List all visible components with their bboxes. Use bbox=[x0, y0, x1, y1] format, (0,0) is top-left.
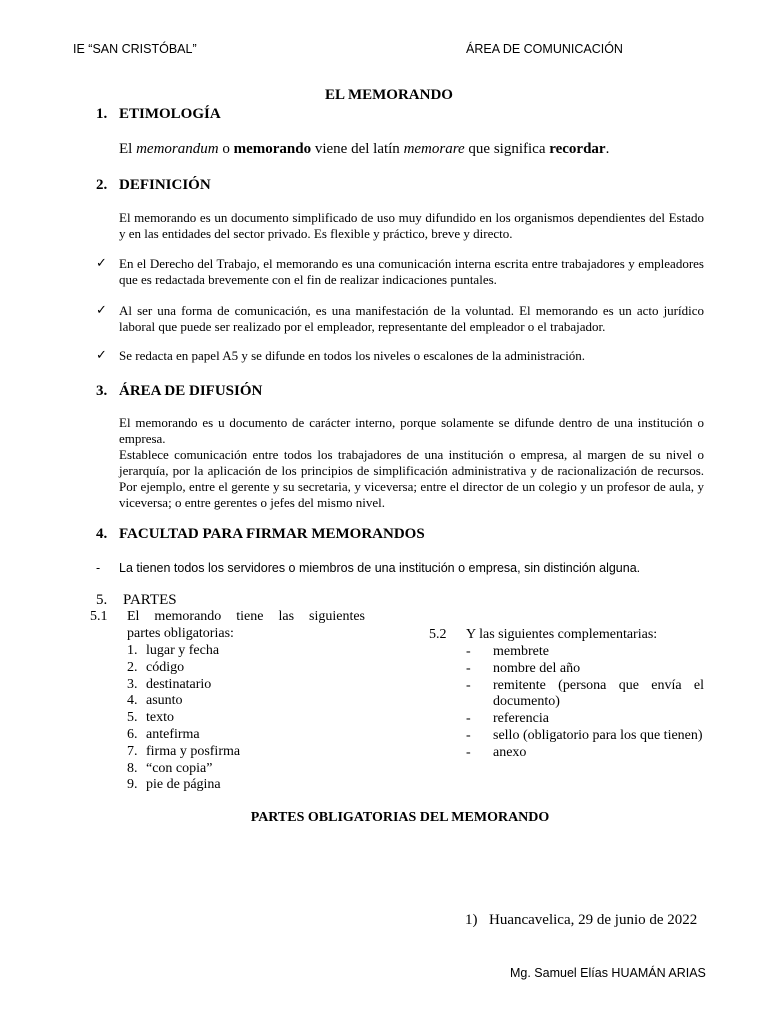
section-1-number: 1. bbox=[96, 106, 108, 122]
dash-icon: - bbox=[96, 561, 101, 575]
obligatory-parts-list bbox=[127, 643, 387, 794]
list-item-text: pie de página bbox=[146, 777, 221, 793]
list-item-text: sello (obligatorio para los que tienen) bbox=[493, 727, 703, 743]
subsection-5-2-intro: Y las siguientes complementarias: bbox=[466, 627, 658, 642]
complementary-part-item bbox=[466, 728, 704, 745]
complementary-part-item bbox=[466, 711, 704, 728]
list-item-text: texto bbox=[146, 710, 174, 726]
complementary-part-item bbox=[466, 678, 704, 712]
obligatory-part-item bbox=[127, 693, 387, 710]
definition-bullet-2: Al ser una forma de comunicación, es una manifestación de la voluntad. El memorando es un acto jurídico laboral que puede ser realizado por el empleador, representante del empleador o el trabajador. bbox=[119, 303, 704, 334]
definition-bullet-3: Se redacta en papel A5 y se difunde en todos los niveles o escalones de la administración. bbox=[119, 348, 586, 363]
list-item-text: referencia bbox=[493, 711, 549, 727]
dash-icon: - bbox=[466, 660, 471, 676]
obligatory-part-item bbox=[127, 744, 387, 761]
check-icon: ✓ bbox=[96, 255, 107, 270]
list-item-text: firma y posfirma bbox=[146, 743, 241, 759]
list-item-text: lugar y fecha bbox=[146, 643, 220, 658]
section-2-heading: DEFINICIÓN bbox=[119, 177, 211, 193]
list-item-text: nombre del año bbox=[493, 660, 581, 676]
list-number: 8. bbox=[127, 760, 138, 776]
section-3-number: 3. bbox=[96, 383, 108, 399]
diffusion-paragraph-1: El memorando es u documento de carácter interno, porque solamente se difunde dentro de una institución o empresa. bbox=[119, 415, 704, 446]
date-line: Huancavelica, 29 de junio de 2022 bbox=[489, 912, 698, 928]
check-icon: ✓ bbox=[96, 302, 107, 317]
etymology-text: El memorandum o memorando viene del latín memorare que significa recordar. bbox=[119, 141, 610, 157]
obligatory-part-item bbox=[127, 660, 387, 677]
list-item-text: membrete bbox=[493, 644, 549, 659]
complementary-part-item bbox=[466, 745, 704, 762]
dash-icon: - bbox=[466, 677, 471, 693]
dash-icon: - bbox=[466, 644, 471, 659]
header-area: ÁREA DE COMUNICACIÓN bbox=[466, 42, 623, 56]
section-2-number: 2. bbox=[96, 177, 108, 193]
obligatory-part-item bbox=[127, 777, 387, 794]
complementary-part-item bbox=[466, 661, 704, 678]
list-item-text: código bbox=[146, 659, 185, 675]
obligatory-part-item bbox=[127, 677, 387, 694]
footer-author: Mg. Samuel Elías HUAMÁN ARIAS bbox=[510, 966, 706, 980]
obligatory-part-item bbox=[127, 727, 387, 744]
list-number: 3. bbox=[127, 676, 138, 692]
section-1-heading: ETIMOLOGÍA bbox=[119, 106, 221, 122]
list-item-text: destinatario bbox=[146, 676, 212, 692]
complementary-parts-list bbox=[466, 644, 704, 762]
complementary-part-item bbox=[466, 644, 704, 661]
subsection-5-1-number: 5.1 bbox=[90, 609, 108, 624]
list-item-text: “con copia” bbox=[146, 760, 213, 776]
definition-paragraph: El memorando es un documento simplificado de uso muy difundido en los organismos dependientes del Estado y en las entidades del sector privado. Es flexible y práctico, breve y directo. bbox=[119, 210, 704, 241]
definition-bullet-1: En el Derecho del Trabajo, el memorando es una comunicación interna escrita entre trabajadores y empleadores que es redactada brevemente con el fin de realizar indicaciones puntales. bbox=[119, 256, 704, 287]
date-line-number: 1) bbox=[465, 912, 478, 928]
list-number: 9. bbox=[127, 777, 138, 793]
subsection-5-2-number: 5.2 bbox=[429, 627, 447, 642]
dash-icon: - bbox=[466, 727, 471, 743]
list-item-text: anexo bbox=[493, 744, 527, 760]
section-4-number: 4. bbox=[96, 526, 108, 542]
list-number: 5. bbox=[127, 710, 138, 726]
section-5-heading: PARTES bbox=[123, 592, 177, 608]
obligatory-part-item bbox=[127, 710, 387, 727]
dash-icon: - bbox=[466, 711, 471, 727]
obligatory-part-item bbox=[127, 643, 387, 660]
list-number: 6. bbox=[127, 726, 138, 742]
list-item-text: antefirma bbox=[146, 726, 200, 742]
page-title: EL MEMORANDO bbox=[325, 87, 453, 103]
list-number: 1. bbox=[127, 643, 138, 658]
check-icon: ✓ bbox=[96, 347, 107, 362]
list-number: 2. bbox=[127, 659, 138, 675]
list-item-text: remitente (persona que envía el documento) bbox=[493, 677, 704, 710]
list-number: 7. bbox=[127, 743, 138, 759]
diffusion-paragraph-2: Establece comunicación entre todos los trabajadores de una institución o empresa, al margen de su nivel o jerarquía, por la aplicación de los principios de simplificación administrativa y de racionalización de recursos. Por ejemplo, entre el gerente y su secretaria, y viceversa; entre el director de un colegio y un profesor de aula, y viceversa; o entre gerentes o jefes del mismo nivel. bbox=[119, 447, 704, 510]
section-4-heading: FACULTAD PARA FIRMAR MEMORANDOS bbox=[119, 526, 425, 542]
list-item-text: asunto bbox=[146, 693, 183, 709]
subsection-5-1-line2: partes obligatorias: bbox=[127, 626, 234, 641]
section-5-number: 5. bbox=[96, 592, 108, 608]
obligatory-part-item bbox=[127, 761, 387, 778]
header-school: IE “SAN CRISTÓBAL” bbox=[73, 42, 197, 56]
signing-item: La tienen todos los servidores o miembros de una institución o empresa, sin distinción alguna. bbox=[119, 561, 641, 575]
section-subtitle: PARTES OBLIGATORIAS DEL MEMORANDO bbox=[250, 810, 550, 825]
dash-icon: - bbox=[466, 744, 471, 760]
section-3-heading: ÁREA DE DIFUSIÓN bbox=[119, 383, 263, 399]
list-number: 4. bbox=[127, 693, 138, 709]
subsection-5-1-line1: El memorando tiene las siguientes bbox=[127, 609, 365, 624]
